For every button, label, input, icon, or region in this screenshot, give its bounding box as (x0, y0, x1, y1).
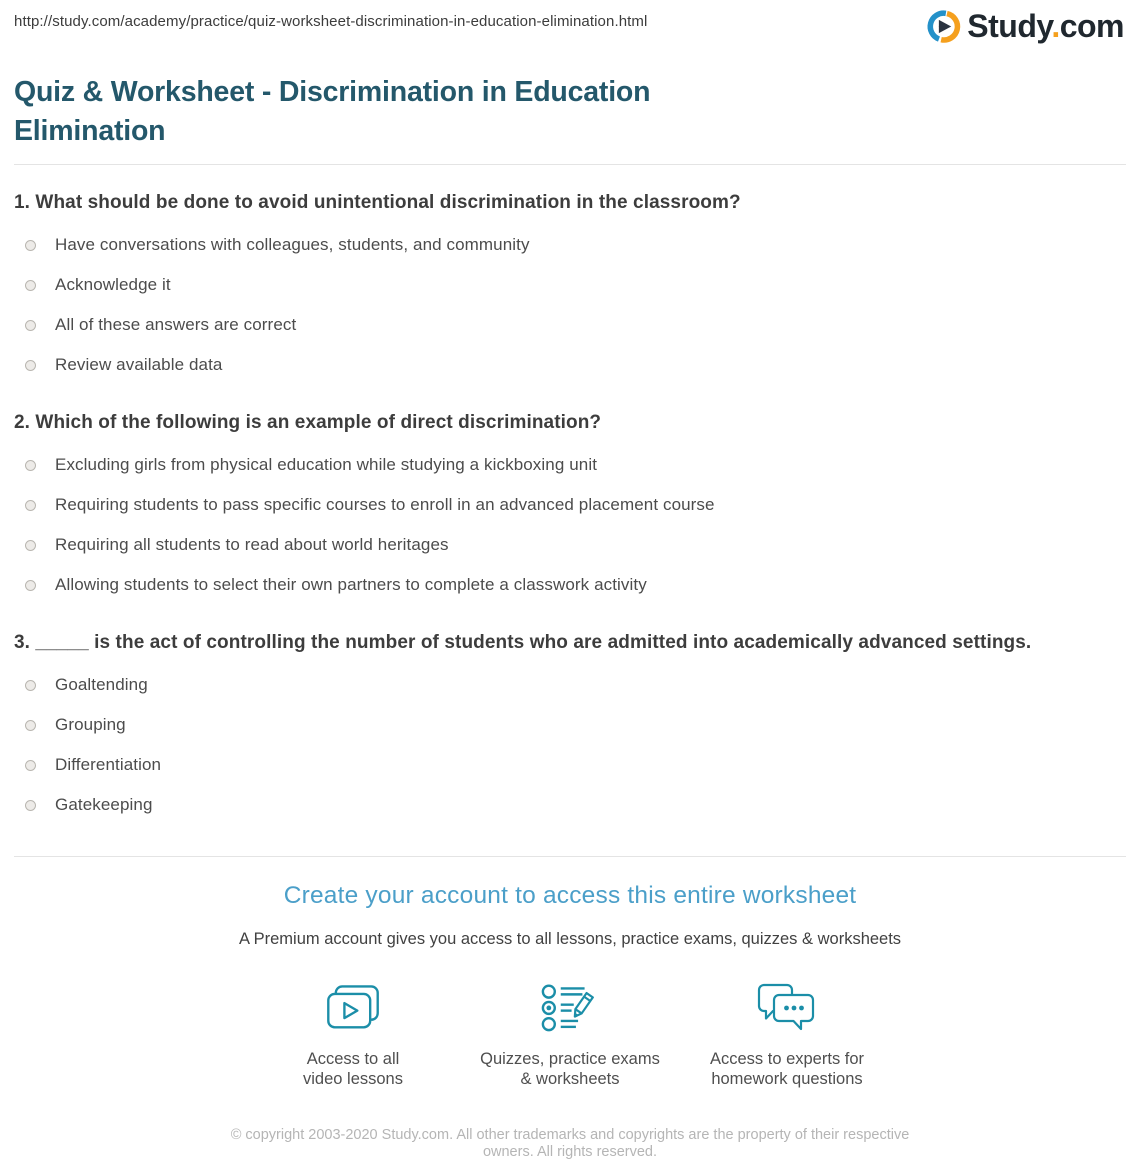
radio-button[interactable] (25, 680, 36, 691)
option-label[interactable]: Goaltending (55, 675, 148, 694)
study-logo[interactable] (925, 8, 1124, 45)
study-logo-play-icon (925, 8, 962, 45)
question-2 (14, 412, 1126, 605)
radio-button[interactable] (25, 280, 36, 291)
create-account-heading[interactable]: Create your account to access this entire worksheet (283, 882, 857, 909)
option-label[interactable]: Requiring students to pass specific courses to enroll in an advanced placement course (55, 495, 715, 514)
answer-option[interactable] (14, 785, 1126, 825)
title-divider (14, 164, 1126, 165)
radio-button[interactable] (25, 360, 36, 371)
quizzes-worksheets-icon (539, 983, 602, 1035)
feature-video-lessons (245, 983, 462, 1089)
page-title: Quiz & Worksheet - Discrimination in Education Elimination (14, 76, 651, 147)
answer-option[interactable] (14, 265, 1126, 305)
answer-option[interactable] (14, 705, 1126, 745)
copyright-notice: © copyright 2003-2020 Study.com. All other trademarks and copyrights are the property of their respective owners. All rights reserved. (230, 1127, 910, 1161)
option-label[interactable]: Differentiation (55, 755, 162, 774)
feature-quizzes-worksheets (462, 983, 679, 1089)
chat-experts-icon (756, 983, 818, 1035)
question-heading: 3. _____ is the act of controlling the number of students who are admitted into academically advanced settings. (14, 632, 1032, 653)
question-3 (14, 632, 1126, 825)
question-heading: 1. What should be done to avoid unintentional discrimination in the classroom? (14, 192, 741, 213)
question-1 (14, 192, 1126, 385)
radio-button[interactable] (25, 580, 36, 591)
option-label[interactable]: Have conversations with colleagues, students, and community (55, 235, 530, 254)
study-logo-text: Study.com (967, 8, 1124, 44)
premium-subheading: A Premium account gives you access to all lessons, practice exams, quizzes & worksheets (238, 930, 902, 949)
radio-button[interactable] (25, 800, 36, 811)
radio-button[interactable] (25, 540, 36, 551)
answer-option[interactable] (14, 445, 1126, 485)
section-divider (14, 856, 1126, 857)
radio-button[interactable] (25, 500, 36, 511)
answer-option[interactable] (14, 565, 1126, 605)
answer-option[interactable] (14, 525, 1126, 565)
answer-option[interactable] (14, 345, 1126, 385)
radio-button[interactable] (25, 240, 36, 251)
answer-option[interactable] (14, 665, 1126, 705)
feature-caption: Quizzes, practice exams & worksheets (480, 1050, 660, 1089)
radio-button[interactable] (25, 460, 36, 471)
page-header (0, 0, 1140, 45)
option-label[interactable]: Allowing students to select their own partners to complete a classwork activity (55, 575, 647, 594)
option-label[interactable]: Acknowledge it (55, 275, 171, 294)
feature-list (0, 983, 1140, 1089)
option-label[interactable]: Requiring all students to read about world heritages (55, 535, 449, 554)
question-heading: 2. Which of the following is an example of direct discrimination? (14, 412, 602, 433)
option-label[interactable]: All of these answers are correct (55, 315, 297, 334)
answer-option[interactable] (14, 305, 1126, 345)
radio-button[interactable] (25, 720, 36, 731)
answer-option[interactable] (14, 745, 1126, 785)
radio-button[interactable] (25, 760, 36, 771)
feature-caption: Access to experts for homework questions (709, 1050, 865, 1089)
option-label[interactable]: Excluding girls from physical education while studying a kickboxing unit (55, 455, 598, 474)
quiz-questions (14, 192, 1126, 825)
answer-option[interactable] (14, 225, 1126, 265)
video-lessons-icon (324, 983, 382, 1035)
radio-button[interactable] (25, 320, 36, 331)
feature-homework-experts (679, 983, 896, 1089)
option-label[interactable]: Gatekeeping (55, 795, 153, 814)
answer-option[interactable] (14, 485, 1126, 525)
option-label[interactable]: Grouping (55, 715, 126, 734)
option-label[interactable]: Review available data (55, 355, 223, 374)
page-url: http://study.com/academy/practice/quiz-worksheet-discrimination-in-education-elimination.html (14, 13, 648, 30)
feature-caption: Access to all video lessons (303, 1050, 403, 1089)
